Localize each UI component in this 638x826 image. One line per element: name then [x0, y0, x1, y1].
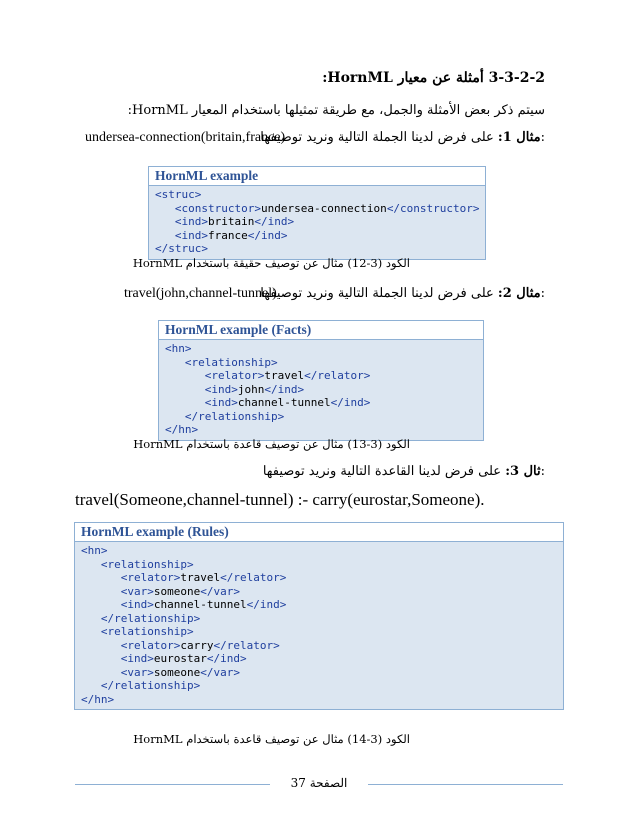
code-line: <relationship>: [184, 355, 278, 369]
code-box-1-title: HornML example: [149, 167, 485, 186]
code-line: </relationship>: [184, 409, 285, 423]
code-line: <ind>channel-tunnel</ind>: [204, 396, 371, 409]
code-line: <relator>travel</relator>: [204, 369, 371, 382]
code-line: <ind>channel-tunnel</ind>: [120, 598, 287, 611]
code-line: <struc>: [155, 188, 202, 201]
example-2-label: مثال 2:: [497, 286, 541, 301]
example-3-text: على فرض لدينا القاعدة التالية ونريد توصيفها:: [262, 464, 545, 479]
code-line: </hn>: [81, 692, 115, 706]
code-line: <relator>carry</relator>: [120, 638, 280, 652]
code-box-3-code: [75, 542, 563, 709]
code-box-2: [158, 320, 484, 441]
caption-3: الكود (3-14) مثال عن توصيف قاعدة باستخدام HornML: [133, 732, 410, 746]
example-1-text: على فرض لدينا الجملة التالية ونريد توصيفها:: [260, 130, 545, 145]
code-box-3-title: HornML example (Rules): [75, 523, 563, 542]
code-line: <relationship>: [100, 625, 194, 638]
caption-2: الكود (3-13) مثال عن توصيف قاعدة باستخدام HornML: [133, 437, 410, 451]
example-1-label: مثال 1:: [497, 130, 541, 145]
code-box-2-code: [159, 340, 483, 440]
code-line: </relationship>: [100, 611, 201, 625]
code-line: </hn>: [165, 423, 199, 436]
code-line: <relator>travel</relator>: [120, 571, 287, 584]
code-box-3: [74, 522, 564, 710]
code-line: <constructor>undersea-connection</constructor>: [174, 201, 480, 215]
code-line: <relationship>: [100, 557, 194, 571]
code-line: <hn>: [165, 342, 192, 355]
example-3-formula: travel(Someone,channel-tunnel) :- carry(eurostar,Someone).: [75, 490, 485, 509]
code-box-1: [148, 166, 486, 260]
section-heading: 3-3-2-2 أمثلة عن معيار HornML:: [322, 70, 545, 86]
code-box-2-title: HornML example (Facts): [159, 321, 483, 340]
code-line: <ind>john</ind>: [204, 382, 305, 396]
code-line: </struc>: [155, 242, 208, 255]
example-1-row: [260, 130, 545, 145]
example-1-formula: undersea-connection(britain,france): [85, 130, 286, 145]
example-2-formula: travel(john,channel-tunnel): [124, 286, 277, 301]
code-line: <var>someone</var>: [120, 665, 240, 679]
code-line: <ind>france</ind>: [174, 228, 288, 242]
example-3-row: [263, 464, 545, 479]
code-line: <hn>: [81, 544, 108, 557]
code-line: <ind>britain</ind>: [174, 215, 295, 228]
example-3-label: ثال 3:: [505, 464, 541, 479]
intro-paragraph: سيتم ذكر بعض الأمثلة والجمل، مع طريقة تمثيلها باستخدام المعيار HornML:: [127, 103, 545, 118]
code-line: <ind>eurostar</ind>: [120, 652, 247, 665]
example-2-text: على فرض لدينا الجملة التالية ونريد توصيفها:: [260, 286, 545, 301]
example-2-row: [260, 286, 545, 301]
code-line: <var>someone</var>: [120, 584, 240, 598]
code-box-1-code: [149, 186, 485, 259]
code-line: </relationship>: [100, 679, 201, 692]
caption-1: الكود (3-12) مثال عن توصيف حقيقة باستخدام HornML: [132, 256, 410, 270]
page-number: الصفحة 37: [290, 776, 348, 790]
